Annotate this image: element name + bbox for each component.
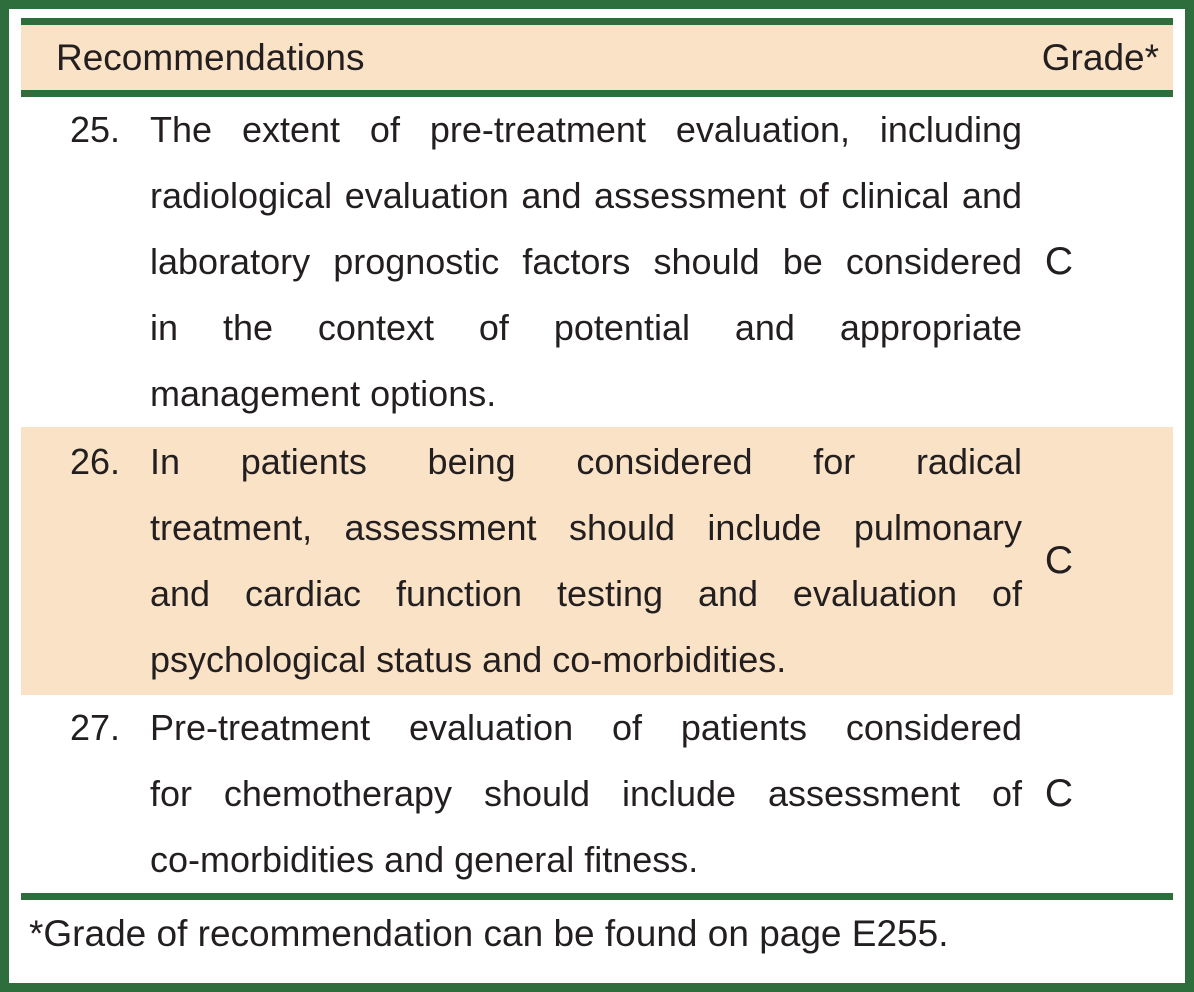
header-recommendations-label: Recommendations [56,36,365,78]
text-line: In patients being considered for radical [150,441,1022,482]
text-line: psychological status and co-morbidities. [150,639,787,680]
text-line: laboratory prognostic factors should be considered [150,241,1022,282]
footnote-row [21,893,1173,965]
text-line: and cardiac function testing and evaluation of [150,573,1022,614]
header-grade-label: Grade* [1041,36,1159,78]
row-number: 27. [70,707,121,748]
table-row [21,695,1173,893]
row-grade: C [1044,539,1074,582]
row-grade: C [1044,772,1074,815]
text-line: co-morbidities and general fitness. [150,839,699,880]
text-line: for chemotherapy should include assessment of [150,773,1022,814]
text-line: The extent of pre-treatment evaluation, including [150,109,1022,150]
row-grade: C [1044,240,1074,283]
row-text [150,429,1022,693]
row-text [150,695,1022,893]
footnote-text: *Grade of recommendation can be found on page E255. [29,913,949,954]
text-line: in the context of potential and appropriate [150,307,1022,348]
row-text [150,97,1022,427]
table-row [21,97,1173,427]
table-row [21,427,1173,695]
table-body [21,97,1173,893]
table-header-row [21,18,1173,97]
text-line: treatment, assessment should include pulmonary [150,507,1022,548]
text-line: radiological evaluation and assessment of clinical and [150,175,1022,216]
text-line: management options. [150,373,497,414]
text-line: Pre-treatment evaluation of patients considered [150,707,1022,748]
row-number: 25. [70,109,121,150]
row-number: 26. [70,441,121,482]
